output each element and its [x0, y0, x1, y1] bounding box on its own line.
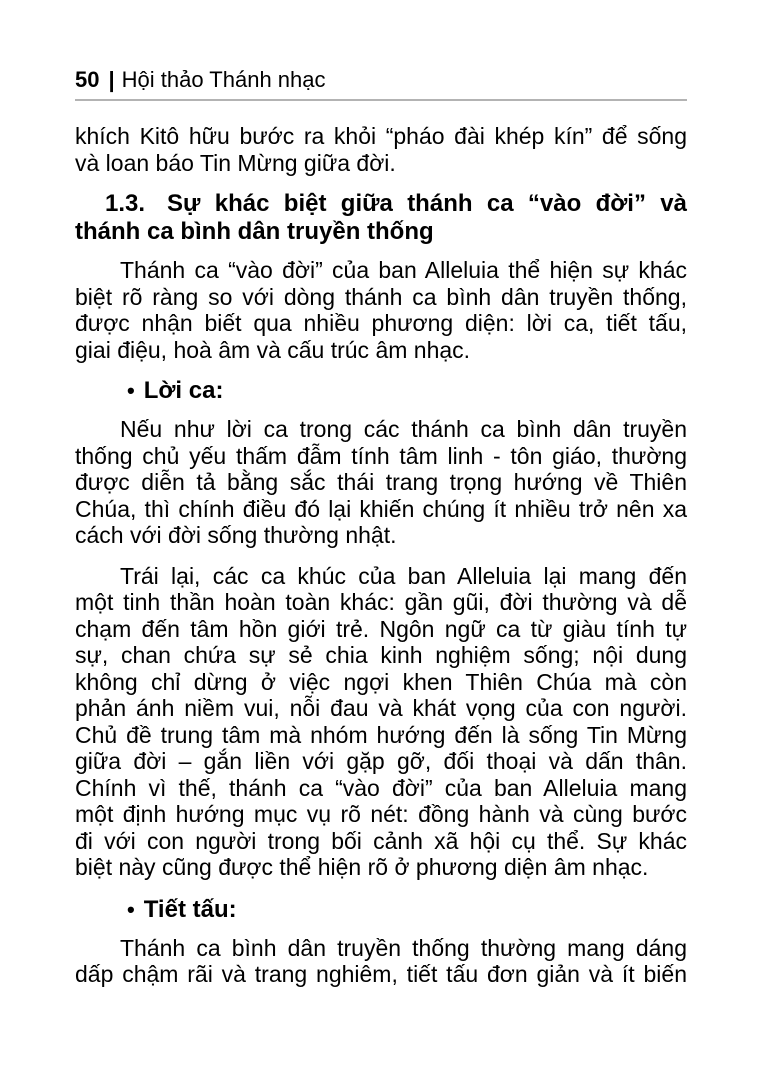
bullet-icon: • [127, 896, 135, 922]
paragraph-loi-ca-2 [75, 563, 687, 881]
text-line: giữa đời – gắn liền với gặp gỡ, đối thoại và dấn thân. [75, 748, 687, 774]
page-number: 50 [75, 67, 100, 92]
section-heading-text: Sự khác biệt giữa thánh ca “vào đời” và [167, 190, 687, 217]
section-heading [75, 190, 687, 246]
bullet-label: Tiết tấu: [143, 895, 237, 923]
text-line: một tinh thần hoàn toàn khác: gần gũi, đời thường và dễ [75, 589, 687, 615]
text-line: được nhận biết qua nhiều phương diện: lời ca, tiết tấu, [75, 310, 687, 336]
text-line: Thánh ca “vào đời” của ban Alleluia thể hiện sự khác [120, 257, 687, 283]
text-line: Nếu như lời ca trong các thánh ca bình dân truyền [120, 416, 687, 442]
paragraph-intro [75, 257, 687, 363]
text-line: một định hướng mục vụ rõ nét: đồng hành và cùng bước [75, 801, 687, 827]
header-title: Hội thảo Thánh nhạc [121, 67, 326, 92]
text-line: Chúa, thì chính điều đó lại khiến chúng ít nhiều trở nên xa [75, 495, 687, 522]
text-line: biệt rõ ràng so với dòng thánh ca bình dân truyền thống, [75, 283, 687, 310]
section-heading-line1 [75, 190, 687, 218]
paragraph-continuation [75, 123, 687, 176]
text-line: Chính vì thế, thánh ca “vào đời” của ban Alleluia mang [75, 774, 687, 801]
text-line: Chủ đề trung tâm mà nhóm hướng đến là sống Tin Mừng [75, 721, 687, 748]
bullet-item-tiet-tau [75, 896, 687, 923]
text-line: sự, chan chứa sự sẻ chia kinh nghiệm sống; nội dung [75, 642, 687, 668]
text-line: biệt này cũng được thể hiện rõ ở phương diện âm nhạc. [75, 854, 649, 880]
text-line: Trái lại, các ca khúc của ban Alleluia lại mang đến [120, 562, 687, 589]
header-separator: | [108, 67, 115, 92]
section-heading-line2: thánh ca bình dân truyền thống [75, 218, 434, 245]
text-line: chạm đến tâm hồn giới trẻ. Ngôn ngữ ca từ giàu tính tự [75, 615, 687, 642]
text-line: và loan báo Tin Mừng giữa đời. [75, 149, 396, 176]
paragraph-loi-ca-1 [75, 416, 687, 549]
bullet-label: Lời ca: [143, 377, 224, 404]
section-number: 1.3. [105, 190, 146, 217]
text-line: giai điệu, hoà âm và cấu trúc âm nhạc. [75, 336, 471, 363]
paragraph-tiet-tau [75, 935, 687, 988]
text-line: phản ánh niềm vui, nỗi đau và khát vọng của con người. [75, 695, 687, 721]
text-line: khích Kitô hữu bước ra khỏi “pháo đài khép kín” để sống [75, 123, 687, 149]
running-header [75, 68, 687, 101]
page-body [75, 123, 687, 988]
bullet-item-loi-ca [75, 377, 687, 404]
bullet-icon: • [127, 378, 135, 403]
text-line: Thánh ca bình dân truyền thống thường mang dáng [120, 934, 687, 961]
text-line: không chỉ dừng ở việc ngợi khen Thiên Chúa mà còn [75, 668, 687, 695]
text-line: được diễn tả bằng sắc thái trang trọng hướng về Thiên [75, 469, 687, 495]
text-line: đi với con người trong bối cảnh xã hội cụ thể. Sự khác [75, 827, 687, 854]
text-line: cách với đời sống thường nhật. [75, 522, 397, 548]
text-line: thống chủ yếu thấm đẫm tính tâm linh - tôn giáo, thường [75, 442, 687, 469]
text-line: dấp chậm rãi và trang nghiêm, tiết tấu đơn giản và ít biến [75, 961, 687, 987]
